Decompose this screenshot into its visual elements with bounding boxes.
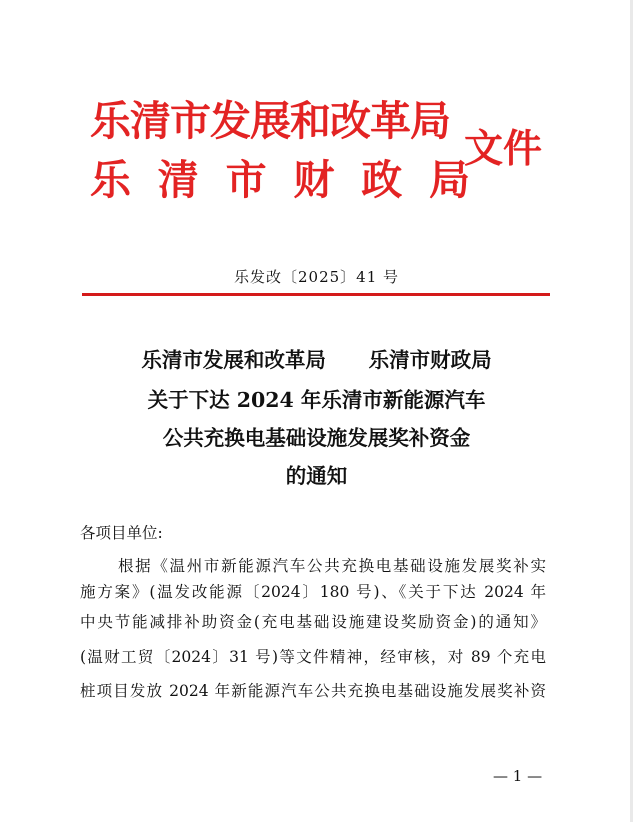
salutation: 各项目单位: bbox=[80, 524, 163, 542]
document-type-label: 文件 bbox=[464, 126, 543, 172]
issuer-char: 政 bbox=[361, 156, 403, 204]
page-number: — 1 — bbox=[493, 767, 543, 785]
issuer-name-finance-bureau bbox=[90, 156, 470, 204]
body-line: 桩项目发放 2024 年新能源汽车公共充换电基础设施发展奖补资 bbox=[80, 682, 546, 700]
issuer-char: 清 bbox=[157, 156, 199, 204]
header-red-rule bbox=[82, 293, 550, 296]
title-line-issuers: 乐清市发展和改革局 乐清市财政局 bbox=[141, 348, 492, 372]
issuer-char: 乐 bbox=[90, 156, 131, 204]
title-line-4: 的通知 bbox=[285, 464, 348, 488]
issuer-char: 财 bbox=[293, 156, 335, 204]
issuer-char: 局 bbox=[428, 156, 470, 204]
issuer-char: 市 bbox=[225, 156, 267, 204]
title-line-3: 公共充换电基础设施发展奖补资金 bbox=[162, 426, 471, 450]
body-line: 根据《温州市新能源汽车公共充换电基础设施发展奖补实 bbox=[118, 557, 546, 575]
title-line-2: 关于下达 2024 年乐清市新能源汽车 bbox=[147, 388, 486, 412]
body-line: 施方案》(温发改能源〔2024〕180 号)、《关于下达 2024 年 bbox=[80, 583, 546, 601]
document-number: 乐发改〔2025〕41 号 bbox=[233, 268, 400, 286]
body-line: (温财工贸〔2024〕31 号)等文件精神，经审核，对 89 个充电 bbox=[80, 648, 546, 666]
issuer-name-development-bureau: 乐清市发展和改革局 bbox=[90, 97, 450, 145]
body-line: 中央节能减排补助资金(充电基础设施建设奖励资金)的通知》 bbox=[80, 613, 546, 631]
